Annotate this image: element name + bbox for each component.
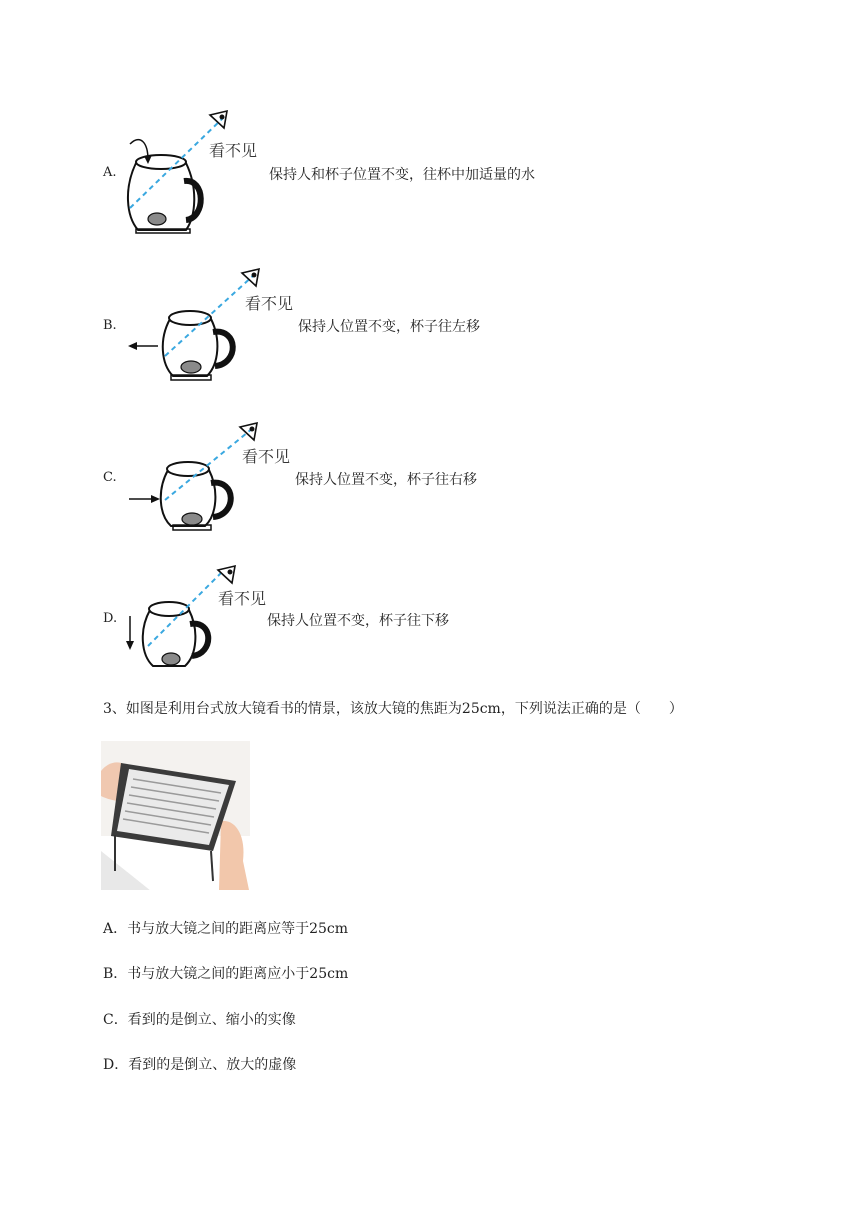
option-d-letter: D.	[103, 611, 118, 626]
sight-line	[130, 116, 225, 208]
option-b-letter: B.	[103, 318, 117, 333]
option-a-text: 保持人和杯子位置不变，往杯中加适量的水	[269, 167, 535, 183]
option-b-figure	[125, 264, 305, 384]
magnifier-photo	[101, 741, 250, 890]
option-c-figure	[125, 418, 305, 538]
option-d-label: 看不见	[218, 589, 267, 608]
option-a-label: 看不见	[209, 141, 258, 160]
question-3-option-a: A．书与放大镜之间的距离应等于25cm	[103, 921, 349, 937]
cup-icon	[161, 462, 231, 530]
cup-icon	[128, 155, 201, 233]
option-d-text: 保持人位置不变，杯子往下移	[267, 613, 449, 629]
option-c-label: 看不见	[242, 447, 291, 466]
question-3-stem: 3、如图是利用台式放大镜看书的情景，该放大镜的焦距为25cm，下列说法正确的是（ ）	[103, 701, 683, 717]
option-d-figure	[120, 562, 270, 672]
question-3-option-d: D．看到的是倒立、放大的虚像	[103, 1057, 297, 1073]
option-b-text: 保持人位置不变，杯子往左移	[298, 319, 480, 335]
eye-icon	[210, 111, 227, 128]
question-3-option-b: B．书与放大镜之间的距离应小于25cm	[103, 966, 349, 982]
cup-icon	[143, 602, 208, 666]
question-3-option-c: C．看到的是倒立、缩小的实像	[103, 1012, 296, 1028]
option-c-letter: C.	[103, 470, 117, 485]
option-c-text: 保持人位置不变，杯子往右移	[295, 472, 477, 488]
cup-icon	[163, 311, 233, 380]
option-a-letter: A.	[103, 165, 117, 180]
option-a-figure	[120, 108, 260, 238]
option-b-label: 看不见	[245, 294, 294, 313]
eye-icon	[242, 269, 259, 286]
arrowhead-icon	[144, 155, 152, 164]
sight-line	[165, 428, 253, 500]
